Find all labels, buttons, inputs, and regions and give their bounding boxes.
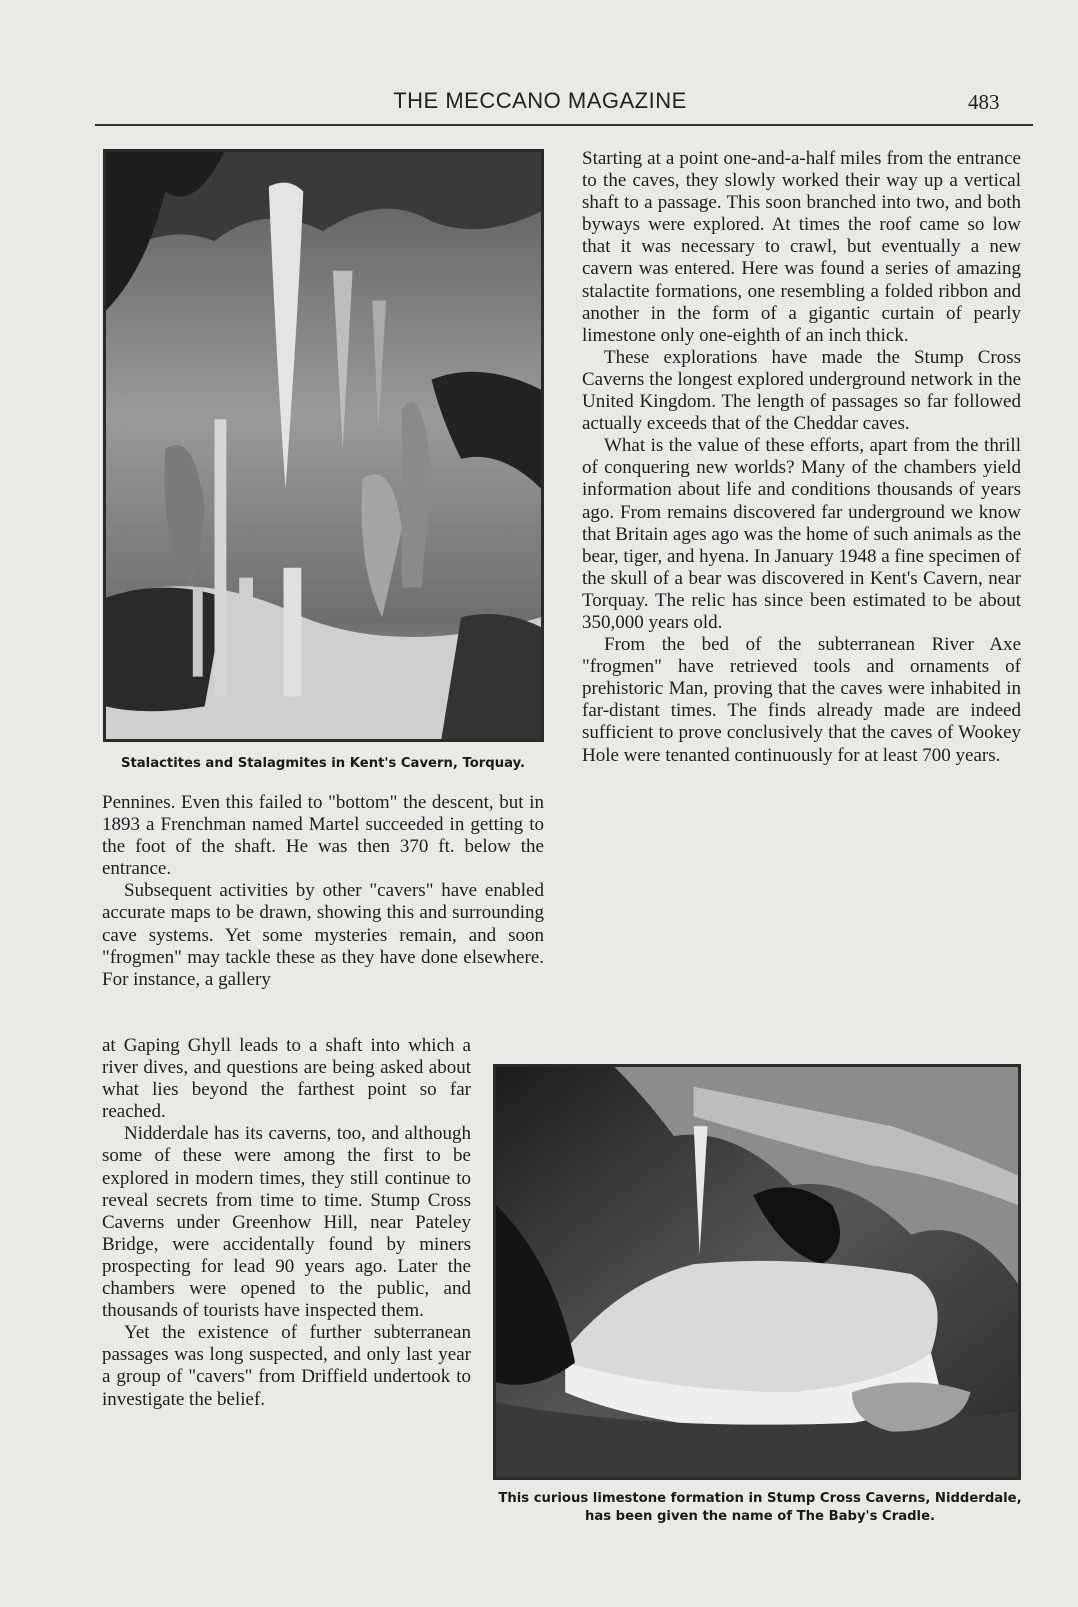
article-column-left-upper: [102, 792, 544, 991]
article-paragraph: From the bed of the subterranean River Axe "frogmen" have retrieved tools and ornaments of prehistoric Man, proving that the caves were inhabited in far-distant times. The finds already made are indeed sufficient to prove conclusively that the caves of Wookey Hole were tenanted continuously for at least 700 years.: [582, 634, 1021, 766]
photo-caption-babys-cradle: This curious limestone formation in Stump Cross Caverns, Nidderdale, has been given the name of The Baby's Cradle.: [498, 1491, 1022, 1524]
page-number: 483: [968, 90, 1000, 114]
article-paragraph: Nidderdale has its caverns, too, and although some of these were among the first to be explored in modern times, they still continue to reveal secrets from time to time. Stump Cross Caverns under Greenhow Hill, near Pateley Bridge, were accidentally found by miners prospecting for lead 90 years ago. Later the chambers were opened to the public, and thousands of tourists have inspected them.: [102, 1123, 471, 1322]
photo-babys-cradle: [493, 1064, 1021, 1480]
article-column-left-lower: [102, 1035, 471, 1411]
running-header-title: THE MECCANO MAGAZINE: [393, 88, 687, 113]
article-paragraph: What is the value of these efforts, apart from the thrill of conquering new worlds? Many of the chambers yield information about life and conditions thousands of years ago. From remains discovered far underground we know that Britain ages ago was the home of such animals as the bear, tiger, and hyena. In January 1948 a fine specimen of the skull of a bear was discovered in Kent's Cavern, near Torquay. The relic has since been estimated to be about 350,000 years old.: [582, 435, 1022, 633]
photo-kents-cavern: [103, 149, 544, 742]
article-paragraph: These explorations have made the Stump Cross Caverns the longest explored underground network in the United Kingdom. The length of passages so far followed actually exceeds that of the Cheddar caves.: [582, 346, 1021, 435]
article-paragraph: at Gaping Ghyll leads to a shaft into which a river dives, and questions are being asked about what lies beyond the farthest point so far reached.: [102, 1035, 471, 1123]
photo-caption-kents-cavern: Stalactites and Stalagmites in Kent's Cavern, Torquay.: [120, 756, 525, 771]
header-rule: [95, 124, 1033, 126]
cave-photo-limestone-formation: [496, 1067, 1018, 1477]
article-column-right: [582, 148, 1021, 767]
cave-photo-stalactites: [106, 152, 541, 739]
article-paragraph: Subsequent activities by other "cavers" have enabled accurate maps to be drawn, showing this and surrounding cave systems. Yet some mysteries remain, and soon "frogmen" may tackle these as they have done elsewhere. For instance, a gallery: [102, 880, 544, 990]
article-paragraph: Yet the existence of further subterranean passages was long suspected, and only last year a group of "cavers" from Driffield undertook to investigate the belief.: [102, 1322, 471, 1410]
article-paragraph: Starting at a point one-and-a-half miles from the entrance to the caves, they slowly worked their way up a vertical shaft to a passage. This soon branched into two, and both byways were explored. At times the roof came so low that it was necessary to crawl, but eventually a new cavern was entered. Here was found a series of amazing stalactite formations, one resembling a folded ribbon and another in the form of a gigantic curtain of pearly limestone only one-eighth of an inch thick.: [582, 148, 1021, 346]
article-paragraph: Pennines. Even this failed to "bottom" the descent, but in 1893 a Frenchman named Martel succeeded in getting to the foot of the shaft. He was then 370 ft. below the entrance.: [102, 792, 544, 880]
